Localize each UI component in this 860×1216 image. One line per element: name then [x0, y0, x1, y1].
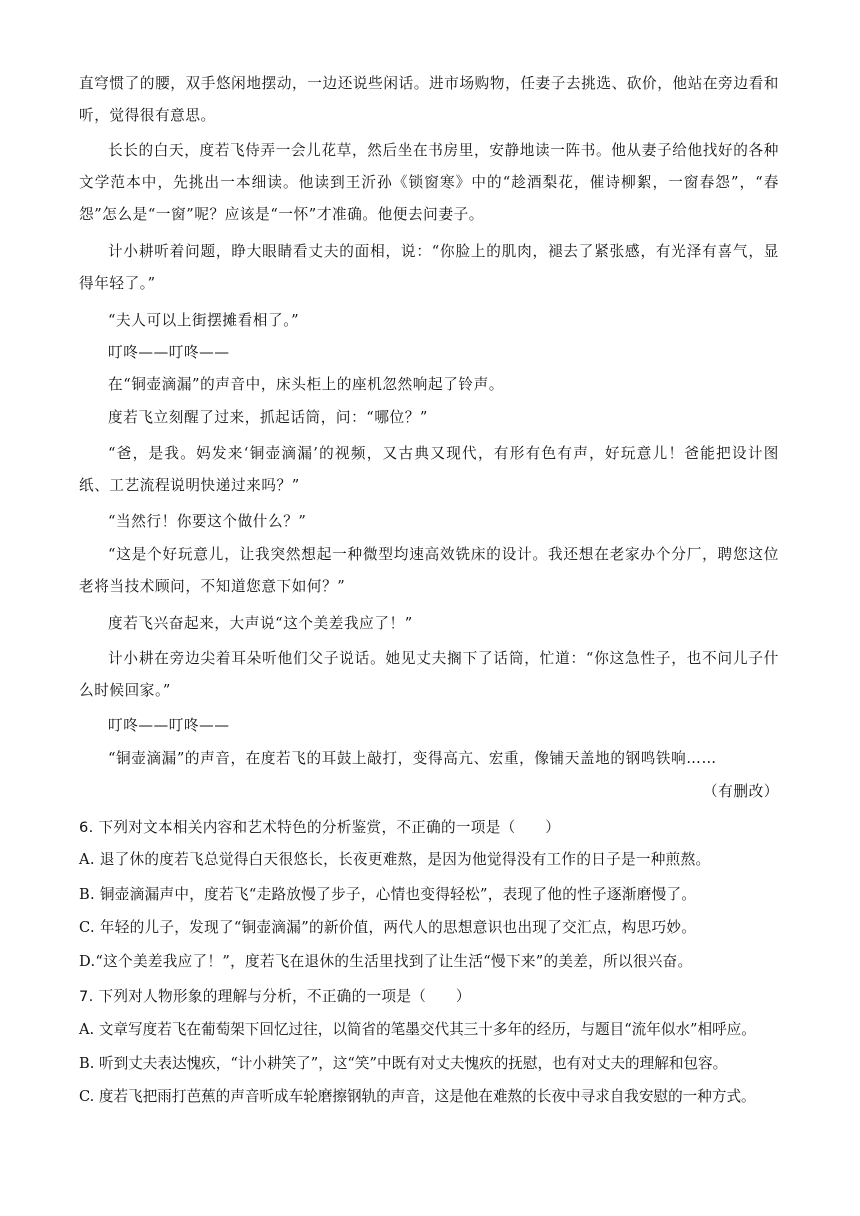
passage-paragraph: 计小耕在旁边尖着耳朵听他们父子说话。她见丈夫搁下了话筒，忙道：“你这急性子，也不问儿子什么时候回家。”	[79, 650, 779, 699]
passage-paragraph: 叮咚——叮咚——	[108, 717, 230, 734]
passage-paragraph: “当然行！你要这个做什么？”	[108, 513, 307, 530]
passage-paragraph: 叮咚——叮咚——	[108, 344, 230, 361]
source-note: （有删改）	[703, 783, 779, 800]
passage-paragraph: 度若飞立刻醒了过来，抓起话筒，问：“哪位？”	[108, 409, 428, 426]
question-option: B. 铜壶滴漏声中，度若飞“走路放慢了步子，心情也变得轻松”，表现了他的性子逐渐磨慢了。	[79, 886, 697, 903]
passage-paragraph: “爸，是我。妈发来‘铜壶滴漏’的视频，又古典又现代，有形有色有声，好玩意儿！爸能把设计图纸、工艺流程说明快递过来吗？”	[79, 445, 779, 494]
question-stem: 6. 下列对文本相关内容和艺术特色的分析鉴赏，不正确的一项是（ ）	[79, 819, 561, 836]
passage-paragraph: 直穹惯了的腰，双手悠闲地摆动，一边还说些闲话。进市场购物，任妻子去挑选、砍价，他站在旁边看和听，觉得很有意思。	[79, 75, 779, 124]
question-option: C. 度若飞把雨打芭蕉的声音听成车轮磨擦钢轨的声音，这是他在难熬的长夜中寻求自我安慰的一种方式。	[79, 1088, 756, 1105]
passage-paragraph: 计小耕听着问题，睁大眼睛看丈夫的面相，说：“你脸上的肌肉，褪去了紧张感，有光泽有喜气，显得年轻了。”	[79, 243, 779, 292]
passage-paragraph: 长长的白天，度若飞侍弄一会儿花草，然后坐在书房里，安静地读一阵书。他从妻子给他找好的各种文学范本中，先挑出一本细读。他读到王沂孙《锁窗寒》中的“趁酒梨花，催诗柳絮，一窗春怨”，“春怨”怎么是“一窗”呢？应该是“一怀”才准确。他便去问妻子。	[79, 142, 779, 223]
question-option: C. 年轻的儿子，发现了“铜壶滴漏”的新价值，两代人的思想意识也出现了交汇点，构思巧妙。	[79, 919, 697, 936]
passage-paragraph: “夫人可以上街摆摊看相了。”	[108, 312, 300, 329]
question-option: D.“这个美差我应了！”，度若飞在退休的生活里找到了让生活“慢下来”的美差，所以很兴奋。	[79, 953, 693, 970]
passage-paragraph: “这是个好玩意儿，让我突然想起一种微型均速高效铣床的设计。我还想在老家办个分厂，聘您这位老将当技术顾问，不知道您意下如何？”	[79, 546, 779, 595]
passage-paragraph: “铜壶滴漏”的声音，在度若飞的耳鼓上敲打，变得高亢、宏重，像铺天盖地的钢鸣铁响……	[108, 750, 717, 767]
question-option: A. 退了休的度若飞总觉得白天很悠长，长夜更难熬，是因为他觉得没有工作的日子是一种煎熬。	[79, 851, 711, 868]
passage-paragraph: 在“铜壶滴漏”的声音中，床头柜上的座机忽然响起了铃声。	[108, 376, 504, 393]
question-stem: 7. 下列对人物形象的理解与分析，不正确的一项是（ ）	[79, 988, 471, 1005]
passage-paragraph: 度若飞兴奋起来，大声说“这个美差我应了！”	[108, 615, 413, 632]
question-option: B. 听到丈夫表达愧疚，“计小耕笑了”，这“笑”中既有对丈夫愧疚的抚慰，也有对丈夫的理解和包容。	[79, 1055, 728, 1072]
question-option: A. 文章写度若飞在葡萄架下回忆过往，以简省的笔墨交代其三十多年的经历，与题目“流年似水”相呼应。	[79, 1021, 756, 1038]
